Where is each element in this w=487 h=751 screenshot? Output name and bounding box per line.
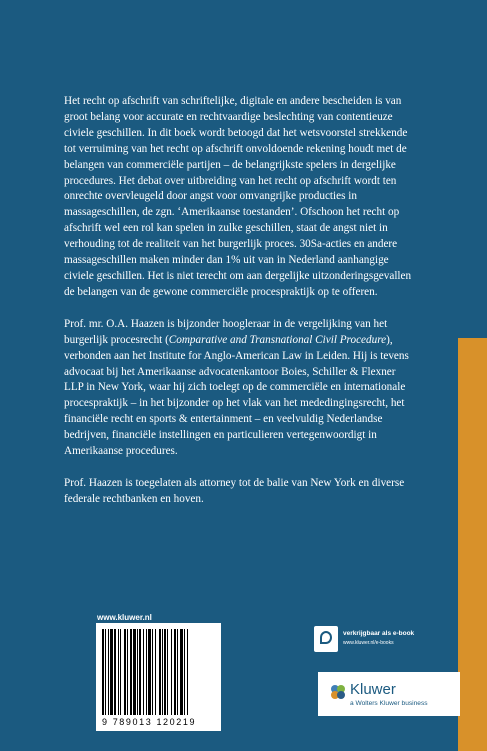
barcode bbox=[96, 623, 221, 731]
barcode-bar bbox=[162, 629, 163, 715]
barcode-bar bbox=[177, 629, 178, 715]
barcode-bar bbox=[187, 629, 188, 715]
barcode-bars bbox=[102, 629, 215, 715]
barcode-bar bbox=[167, 629, 168, 715]
barcode-bar bbox=[120, 629, 121, 715]
barcode-bar bbox=[130, 629, 132, 715]
barcode-bar bbox=[184, 629, 185, 715]
blurb-paragraph-2-end: ), verbonden aan het Institute for Anglo-American Law in Leiden. Hij is tevens advocaat bij het Amerikaanse advocatenkantoor Boies, Schiller & Flexner LLP in New York, waar hij zich toelegt op de commerciële en internationale procespraktijk – in het bijzonder op het vlak van het mededingingsrecht, het financiële recht en sports & entertainment – en veelvuldig Nederlandse bedrijven, financiële instellingen en particulieren vertegenwoordigt in Amerikaanse procedures. bbox=[64, 333, 409, 458]
barcode-bar bbox=[102, 629, 104, 715]
barcode-bar bbox=[108, 629, 109, 715]
website-url: www.kluwer.nl bbox=[97, 613, 152, 622]
barcode-bar bbox=[174, 629, 176, 715]
barcode-bar bbox=[164, 629, 166, 715]
barcode-bar bbox=[139, 629, 141, 715]
ebook-url: www.kluwer.nl/e-books bbox=[343, 640, 394, 646]
isbn-number: 9 789013 120219 bbox=[102, 717, 197, 727]
barcode-bar bbox=[143, 629, 144, 715]
publisher-name: Kluwer bbox=[350, 681, 396, 698]
barcode-bar bbox=[127, 629, 128, 715]
barcode-bar bbox=[105, 629, 106, 715]
blurb-paragraph-2-start: Prof. mr. O.A. Haazen is bijzonder hoogleraar in de vergelijking van het burgerlijk procesrecht ( bbox=[64, 317, 388, 346]
ebook-icon bbox=[314, 626, 338, 652]
barcode-bar bbox=[148, 629, 151, 715]
orange-side-stripe bbox=[458, 338, 487, 751]
publisher-tagline: a Wolters Kluwer business bbox=[350, 700, 428, 707]
blurb-paragraph-3: Prof. Haazen is toegelaten als attorney tot de balie van New York en diverse federale rechtbanken en hoven. bbox=[64, 476, 405, 505]
kluwer-logo-icon bbox=[330, 684, 346, 700]
publisher-logo bbox=[318, 672, 460, 716]
ebook-title: verkrijgbaar als e-book bbox=[343, 630, 415, 637]
barcode-bar bbox=[152, 629, 153, 715]
barcode-bar bbox=[180, 629, 183, 715]
barcode-bar bbox=[110, 629, 113, 715]
blurb-paragraph-2-italic: Comparative and Transnational Civil Procedure bbox=[168, 333, 387, 346]
barcode-bar bbox=[146, 629, 147, 715]
barcode-bar bbox=[124, 629, 126, 715]
blurb-paragraph-2 bbox=[64, 317, 414, 460]
barcode-bar bbox=[133, 629, 136, 715]
back-cover-text bbox=[64, 94, 414, 524]
ebook-notice bbox=[314, 626, 444, 652]
barcode-bar bbox=[114, 629, 116, 715]
barcode-bar bbox=[155, 629, 156, 715]
barcode-bar bbox=[171, 629, 172, 715]
barcode-bar bbox=[159, 629, 161, 715]
barcode-bar bbox=[137, 629, 138, 715]
barcode-bar bbox=[118, 629, 119, 715]
blurb-paragraph-1: Het recht op afschrift van schriftelijke, digitale en andere bescheiden is van groot belang voor accurate en rechtvaardige beslechting van contentieuze civiele geschillen. In dit boek wordt betoogd dat het wetsvoorstel strekkende tot verruiming van het recht op afschrift onvoldoende rekening houdt met de belangen van commerciële partijen – de belangrijkste spelers in dergelijke procedures. Het debat over uitbreiding van het recht op afschrift wordt ten onrechte overvleugeld door angst voor omvangrijke producties in massageschillen, de zgn. ‘Amerikaanse toestanden’. Ofschoon het recht op afschrift wel een rol kan spelen in zulke geschillen, staat de angst niet in verhouding tot de realiteit van het burgerlijk proces. 30Sa-acties en andere massageschillen maken minder dan 1% uit van in Nederland aanhangige civiele geschillen. Het is niet terecht om aan dergelijke uitzonderingsgevallen de belangen van de gewone commerciële procespraktijk op te offeren. bbox=[64, 95, 412, 298]
